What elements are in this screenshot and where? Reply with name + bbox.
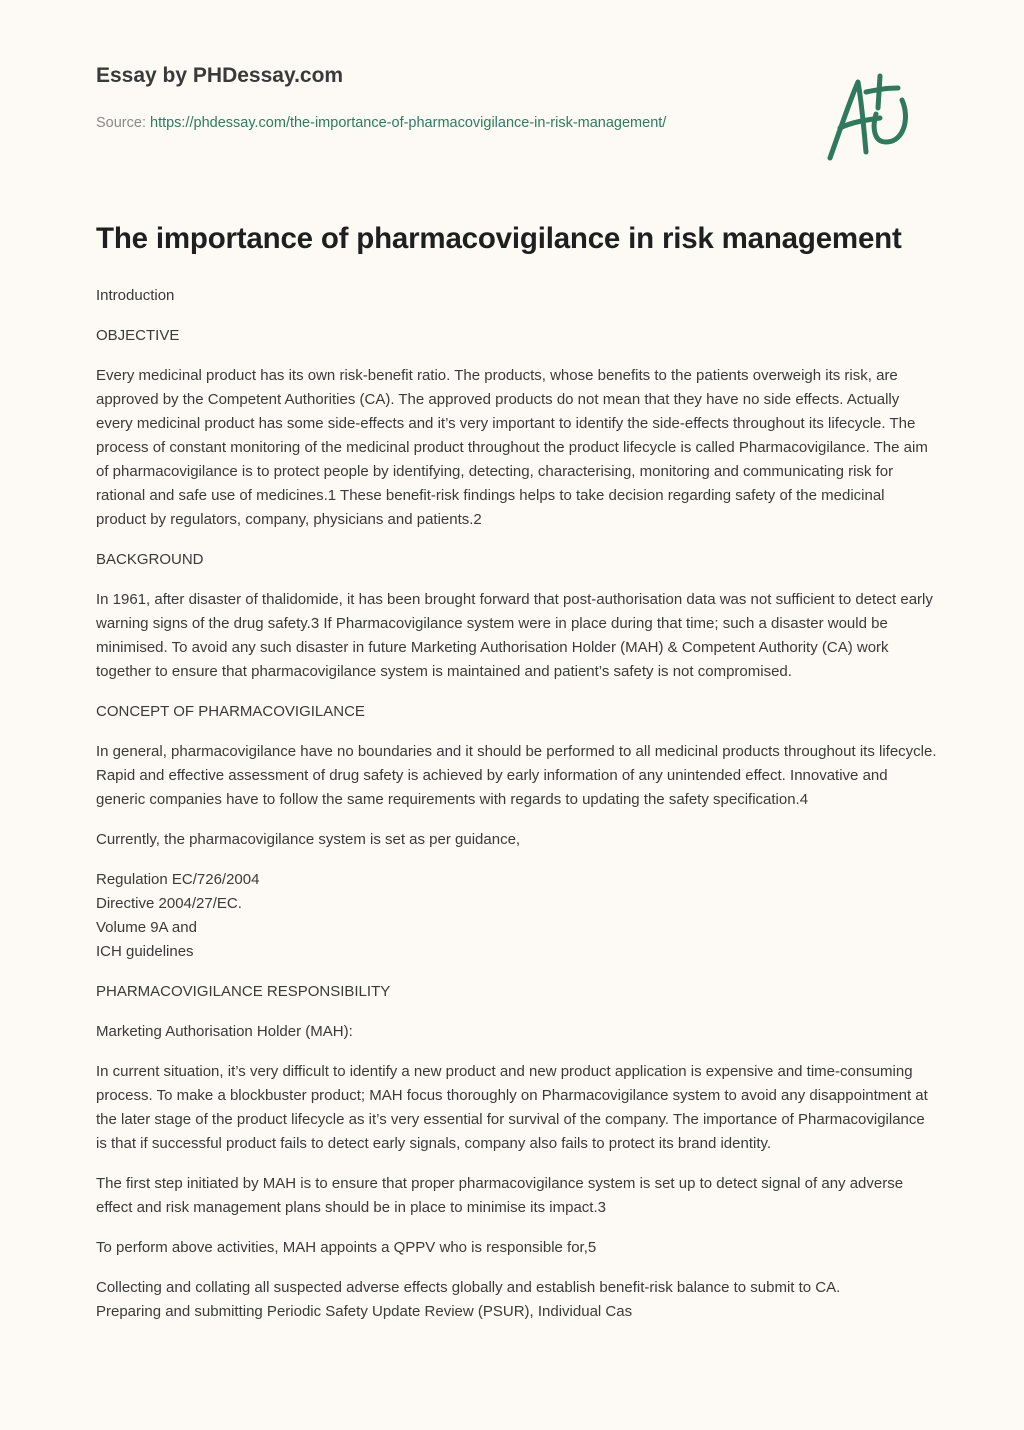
section-heading: PHARMACOVIGILANCE RESPONSIBILITY <box>96 983 391 1000</box>
list-item: Preparing and submitting Periodic Safety Update Review (PSUR), Individual Cas <box>96 1303 633 1320</box>
section-heading: BACKGROUND <box>96 551 204 568</box>
paragraph: Introduction <box>96 287 175 304</box>
source-line <box>96 111 696 135</box>
essay-body <box>96 284 938 1340</box>
list-item: Volume 9A and <box>96 919 197 936</box>
list-item: Regulation EC/726/2004 <box>96 871 260 888</box>
a-plus-logo-icon <box>820 70 930 170</box>
section-heading: OBJECTIVE <box>96 327 180 344</box>
paragraph: In 1961, after disaster of thalidomide, it has been brought forward that post-authorisation data was not sufficient to detect early warning signs of the drug safety.3 If Pharmacovigilance system were in place during that time; such a disaster would be minimised. To avoid any such disaster in future Marketing Authorisation Holder (MAH) & Competent Authority (CA) work together to ensure that pharmacovigilance system is maintained and patient’s safety is not compromised. <box>96 591 933 680</box>
page-title: The importance of pharmacovigilance in risk management <box>96 222 902 255</box>
section-heading: CONCEPT OF PHARMACOVIGILANCE <box>96 703 365 720</box>
list-item: ICH guidelines <box>96 943 194 960</box>
site-title: Essay by PHDessay.com <box>96 64 344 87</box>
paragraph: In current situation, it’s very difficult to identify a new product and new product application is expensive and time-consuming process. To make a blockbuster product; MAH focus thoroughly on Pharmacovigilance system to avoid any disappointment at the later stage of the product lifecycle as it’s very essential for survival of the company. The importance of Pharmacovigilance is that if successful product fails to detect early signals, company also fails to protect its brand identity. <box>96 1063 928 1152</box>
list-item: Collecting and collating all suspected adverse effects globally and establish benefit-risk balance to submit to CA. <box>96 1279 841 1296</box>
paragraph: To perform above activities, MAH appoints a QPPV who is responsible for,5 <box>96 1239 597 1256</box>
subheading: Marketing Authorisation Holder (MAH): <box>96 1023 353 1040</box>
source-link[interactable]: https://phdessay.com/the-importance-of-pharmacovigilance-in-risk-management/ <box>150 115 667 131</box>
paragraph: The first step initiated by MAH is to ensure that proper pharmacovigilance system is set up to detect signal of any adverse effect and risk management plans should be in place to minimise its impact.3 <box>96 1175 904 1216</box>
list-item: Directive 2004/27/EC. <box>96 895 242 912</box>
paragraph: In general, pharmacovigilance have no boundaries and it should be performed to all medicinal products throughout its lifecycle. Rapid and effective assessment of drug safety is achieved by early information of any unintended effect. Innovative and generic companies have to follow the same requirements with regards to updating the safety specification.4 <box>96 743 937 808</box>
paragraph: Currently, the pharmacovigilance system is set as per guidance, <box>96 831 521 848</box>
source-label: Source: <box>96 115 150 131</box>
qppv-list <box>96 1276 938 1324</box>
paragraph: Every medicinal product has its own risk-benefit ratio. The products, whose benefits to the patients overweigh its risk, are approved by the Competent Authorities (CA). The approved products do not mean that they have no side effects. Actually every medicinal product has some side-effects and it’s very important to identify the side-effects throughout its lifecycle. The process of constant monitoring of the medicinal product throughout the product lifecycle is called Pharmacovigilance. The aim of pharmacovigilance is to protect people by identifying, detecting, characterising, monitoring and communicating risk for rational and safe use of medicines.1 These benefit-risk findings helps to take decision regarding safety of the medicinal product by regulators, company, physicians and patients.2 <box>96 367 928 528</box>
guidance-list <box>96 868 938 964</box>
